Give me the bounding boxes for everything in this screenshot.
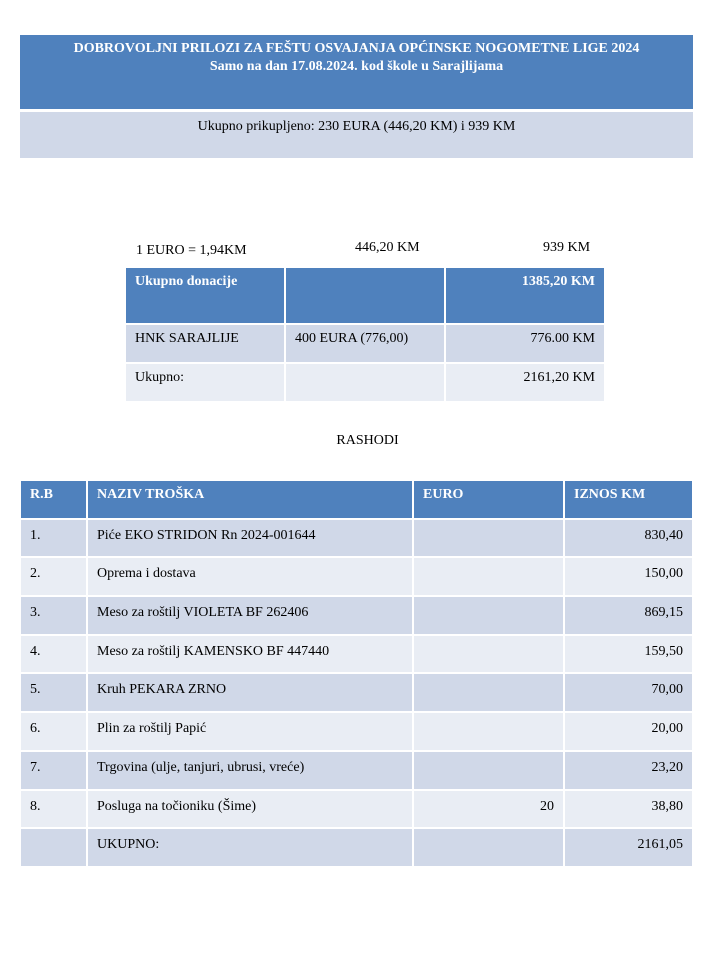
donations-header-mid bbox=[285, 267, 445, 324]
expense-euro bbox=[413, 557, 564, 596]
expenses-total-label: UKUPNO: bbox=[87, 828, 413, 867]
expenses-total-row bbox=[20, 828, 693, 867]
expense-euro: 20 bbox=[413, 790, 564, 829]
column-header-euro: EURO bbox=[413, 480, 564, 519]
donor-euro: 400 EURA (776,00) bbox=[285, 324, 445, 363]
expense-name: Plin za roštilj Papić bbox=[87, 712, 413, 751]
rate-col-km: 939 KM bbox=[543, 240, 591, 255]
row-number: 7. bbox=[20, 751, 87, 790]
row-number: 1. bbox=[20, 519, 87, 558]
donations-header-total: 1385,20 KM bbox=[445, 267, 605, 324]
donations-header-row bbox=[125, 267, 605, 324]
donations-table bbox=[124, 266, 606, 403]
expenses-title: RASHODI bbox=[336, 433, 399, 448]
expense-amount: 150,00 bbox=[564, 557, 693, 596]
donations-total-amount: 2161,20 KM bbox=[445, 363, 605, 402]
row-number: 8. bbox=[20, 790, 87, 829]
column-header-iznos: IZNOS KM bbox=[564, 480, 693, 519]
expense-euro bbox=[413, 596, 564, 635]
table-row bbox=[20, 712, 693, 751]
expense-amount: 159,50 bbox=[564, 635, 693, 674]
expense-euro bbox=[413, 635, 564, 674]
expense-name: Meso za roštilj KAMENSKO BF 447440 bbox=[87, 635, 413, 674]
row-number: 6. bbox=[20, 712, 87, 751]
row-number: 3. bbox=[20, 596, 87, 635]
column-header-rb: R.B bbox=[20, 480, 87, 519]
donor-name: HNK SARAJLIJE bbox=[125, 324, 285, 363]
rate-col-km-euro: 446,20 KM bbox=[355, 240, 420, 255]
expenses-header-row bbox=[20, 480, 693, 519]
donations-total-mid bbox=[285, 363, 445, 402]
table-row bbox=[20, 635, 693, 674]
expense-euro bbox=[413, 519, 564, 558]
table-row bbox=[20, 673, 693, 712]
expense-euro bbox=[413, 828, 564, 867]
table-row bbox=[20, 557, 693, 596]
row-number bbox=[20, 828, 87, 867]
summary-text: Ukupno prikupljeno: 230 EURA (446,20 KM) i 939 KM bbox=[197, 119, 516, 134]
row-number: 2. bbox=[20, 557, 87, 596]
expense-amount: 38,80 bbox=[564, 790, 693, 829]
rate-label: 1 EURO = 1,94KM bbox=[136, 243, 247, 258]
expense-name: Trgovina (ulje, tanjuri, ubrusi, vreće) bbox=[87, 751, 413, 790]
expense-euro bbox=[413, 673, 564, 712]
expense-name: Oprema i dostava bbox=[87, 557, 413, 596]
donations-total-label: Ukupno: bbox=[125, 363, 285, 402]
expense-amount: 23,20 bbox=[564, 751, 693, 790]
header-subtitle: Samo na dan 17.08.2024. kod škole u Sarajlijama bbox=[209, 59, 504, 74]
table-row bbox=[20, 596, 693, 635]
table-row bbox=[20, 790, 693, 829]
expense-amount: 830,40 bbox=[564, 519, 693, 558]
table-row bbox=[125, 324, 605, 363]
table-row bbox=[125, 363, 605, 402]
table-row bbox=[20, 751, 693, 790]
expense-amount: 70,00 bbox=[564, 673, 693, 712]
donations-header-label: Ukupno donacije bbox=[125, 267, 285, 324]
expenses-table bbox=[19, 479, 694, 868]
summary-band bbox=[20, 112, 693, 158]
column-header-naziv: NAZIV TROŠKA bbox=[87, 480, 413, 519]
row-number: 4. bbox=[20, 635, 87, 674]
table-row bbox=[20, 519, 693, 558]
expense-euro bbox=[413, 751, 564, 790]
expense-name: Kruh PEKARA ZRNO bbox=[87, 673, 413, 712]
header-banner bbox=[20, 35, 693, 109]
expenses-total-amount: 2161,05 bbox=[564, 828, 693, 867]
expense-name: Posluga na točioniku (Šime) bbox=[87, 790, 413, 829]
expense-name: Piće EKO STRIDON Rn 2024-001644 bbox=[87, 519, 413, 558]
expense-amount: 869,15 bbox=[564, 596, 693, 635]
row-number: 5. bbox=[20, 673, 87, 712]
expense-euro bbox=[413, 712, 564, 751]
header-title: DOBROVOLJNI PRILOZI ZA FEŠTU OSVAJANJA OPĆINSKE NOGOMETNE LIGE 2024 bbox=[73, 41, 640, 56]
expense-name: Meso za roštilj VIOLETA BF 262406 bbox=[87, 596, 413, 635]
expense-amount: 20,00 bbox=[564, 712, 693, 751]
donor-amount: 776.00 KM bbox=[445, 324, 605, 363]
